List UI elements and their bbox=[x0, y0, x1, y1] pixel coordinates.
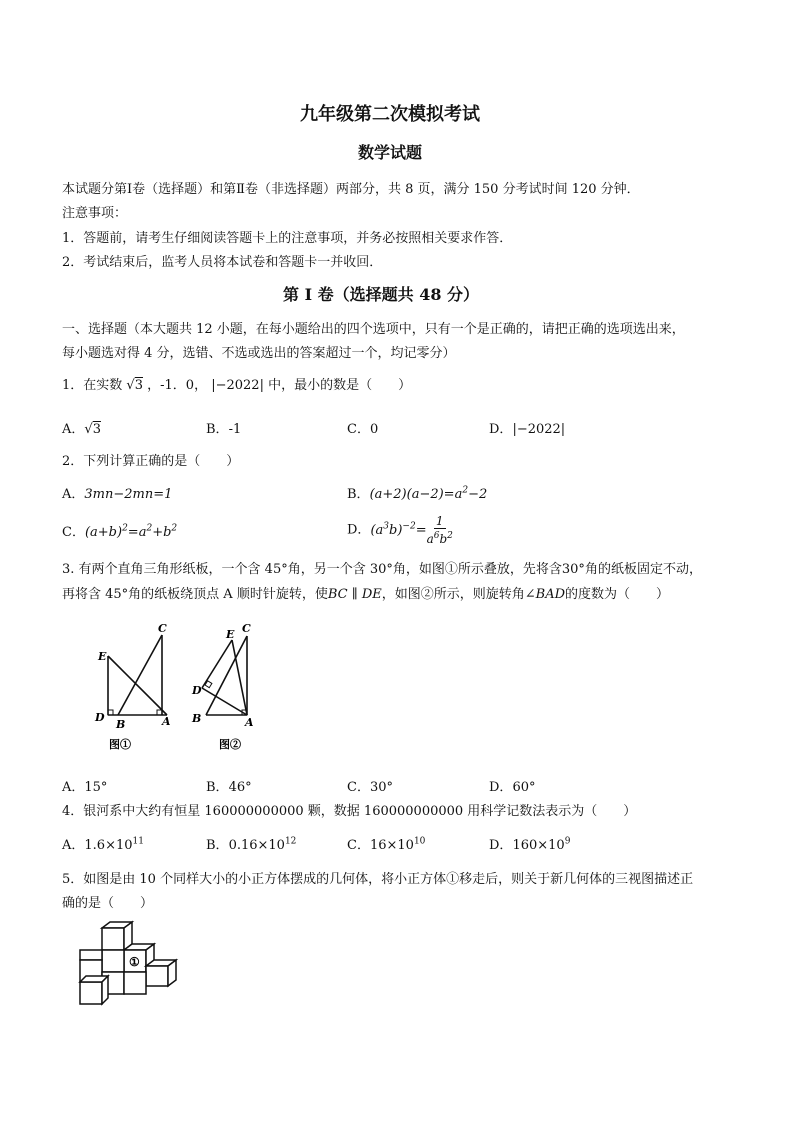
q1-prefix: 1．在实数 bbox=[62, 378, 123, 393]
figure-2-diagram bbox=[202, 636, 247, 715]
fig2-label-c: C bbox=[242, 622, 251, 635]
instructions-line-2: 每小题选对得 4 分，选错、不选或选出的答案超过一个，均记零分） bbox=[62, 346, 456, 361]
fig2-label-d: D bbox=[192, 684, 202, 697]
q1-option-d: D．|−2022| bbox=[489, 422, 566, 437]
q1-option-b: B．-1 bbox=[206, 422, 242, 437]
notice-label: 注意事项： bbox=[62, 206, 128, 221]
question-3-line-2: 再将含 45°角的纸板绕顶点 A 顺时针旋转，使BC ∥ DE，如图②所示，则旋转角∠BAD的度数为（ ） bbox=[62, 587, 670, 602]
q2-option-c: C．$(a+b)^2=a^2+b^2$ bbox=[62, 523, 178, 540]
q5-cube-figure bbox=[72, 920, 202, 1012]
question-1-stem bbox=[62, 374, 411, 393]
note-1: 1．答题前，请考生仔细阅读答题卡上的注意事项，并务必按照相关要求作答． bbox=[62, 231, 513, 246]
fig1-label-c: C bbox=[158, 622, 167, 635]
q3-option-a: A．15° bbox=[62, 780, 108, 795]
question-5-line-1: 5．如图是由 10 个同样大小的小正方体摆成的几何体，将小正方体①移走后，则关于新几何体的三视图描述正 bbox=[62, 872, 694, 887]
fig1-label-a: A bbox=[162, 715, 171, 728]
q3-option-c: C．30° bbox=[347, 780, 393, 795]
fig2-label-b: B bbox=[192, 712, 202, 725]
q3-figures bbox=[80, 618, 280, 758]
fig1-label-d: D bbox=[95, 711, 105, 724]
q1-option-a: A．√3 bbox=[62, 422, 101, 437]
figure-1-diagram bbox=[108, 635, 167, 715]
fig2-label-e: E bbox=[226, 628, 235, 641]
q1-middle: ，-1．0， bbox=[147, 378, 208, 393]
question-5-line-2: 确的是（ ） bbox=[62, 896, 154, 911]
q2-option-a: A．3mn−2mn=1 bbox=[62, 487, 173, 502]
fig2-caption: 图② bbox=[219, 738, 241, 751]
fig1-label-b: B bbox=[116, 718, 126, 731]
question-3-line-1: 3. 有两个直角三角形纸板，一个含 45°角，另一个含 30°角，如图①所示叠放，先将含30°角的纸板固定不动， bbox=[62, 562, 702, 577]
q3-option-d: D．60° bbox=[489, 780, 536, 795]
q2-option-d: D．$(a^3b)^{-2}=$ $\frac{1}{a^6b^2}$ bbox=[347, 514, 453, 546]
question-4-stem: 4．银河系中大约有恒星 160000000000 颗，数据 160000000000 用科学记数法表示为（ ） bbox=[62, 804, 637, 819]
intro-line: 本试题分第Ⅰ卷（选择题）和第Ⅱ卷（非选择题）两部分，共 8 页，满分 150 分考试时间 120 分钟． bbox=[62, 182, 640, 197]
q1-suffix: 中，最小的数是（ ） bbox=[268, 378, 412, 393]
part1-heading: 第 I 卷（选择题共 48 分） bbox=[283, 285, 480, 304]
exam-title: 九年级第二次模拟考试 bbox=[300, 104, 480, 125]
note-2: 2．考试结束后，监考人员将本试卷和答题卡一并收回． bbox=[62, 255, 383, 270]
q4-option-d: D．$160\times 10^9$ bbox=[489, 836, 571, 853]
fig1-label-e: E bbox=[98, 650, 107, 663]
q3-option-b: B．46° bbox=[206, 780, 252, 795]
q1-abs-value: |−2022| bbox=[211, 378, 264, 393]
exam-subtitle: 数学试题 bbox=[358, 143, 423, 162]
q4-option-c: C．$16\times 10^{10}$ bbox=[347, 836, 426, 853]
cube-1-mark: ① bbox=[129, 955, 140, 969]
fig2-label-a: A bbox=[245, 716, 254, 729]
question-2-stem: 2．下列计算正确的是（ ） bbox=[62, 454, 240, 469]
fig1-caption: 图① bbox=[109, 738, 131, 751]
sqrt3: √3 bbox=[126, 378, 143, 393]
q2-option-b: B．$(a+2)(a-2)=a^2-2$ bbox=[347, 485, 488, 502]
instructions-line-1: 一、选择题（本大题共 12 小题，在每小题给出的四个选项中，只有一个是正确的，请把正确的选项选出来， bbox=[62, 322, 685, 337]
q4-option-b: B．$0.16\times 10^{12}$ bbox=[206, 836, 297, 853]
q1-option-c: C．0 bbox=[347, 422, 379, 437]
q4-option-a: A．$1.6\times 10^{11}$ bbox=[62, 836, 144, 853]
